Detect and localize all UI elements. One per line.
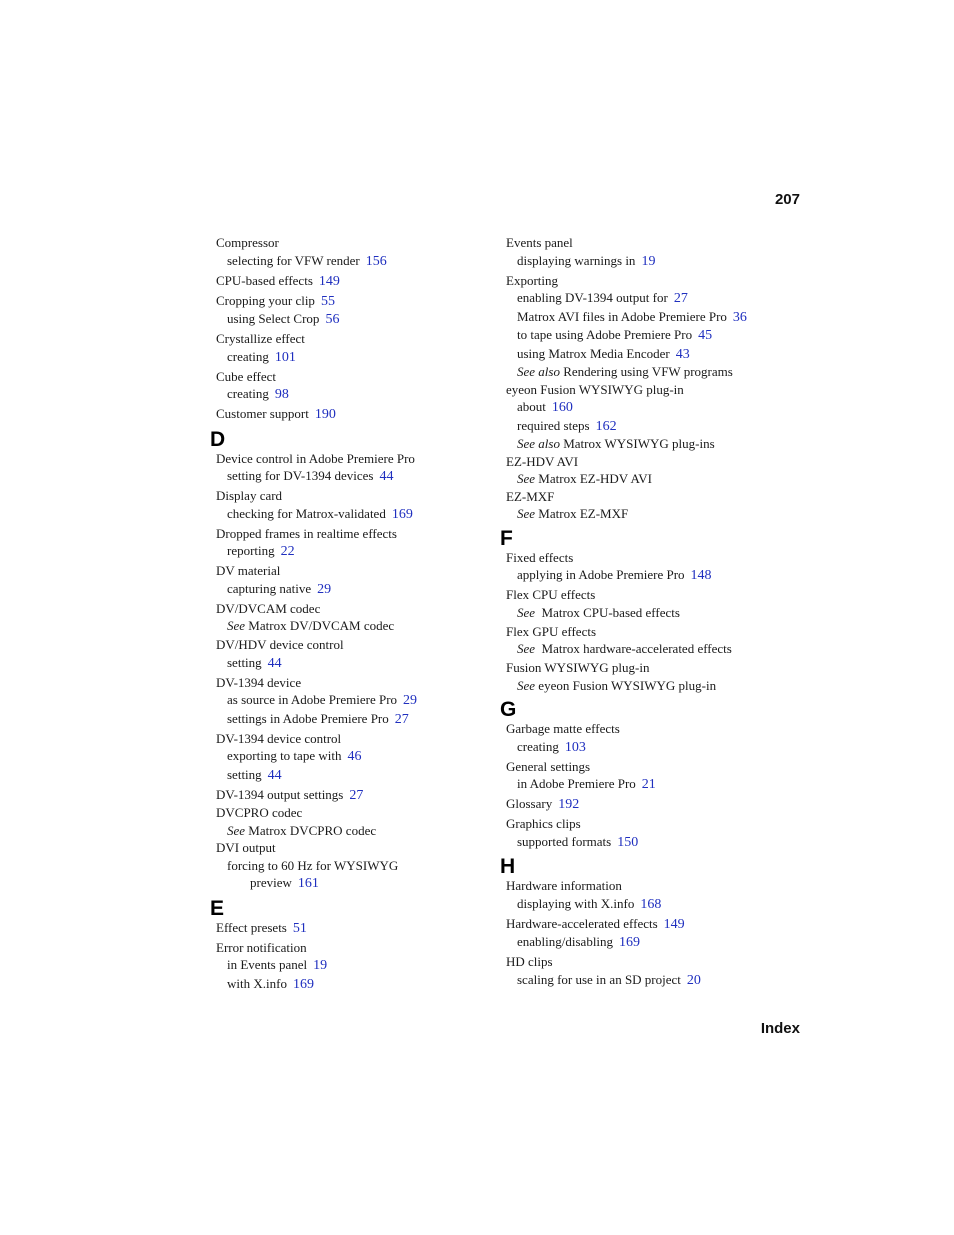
index-entry: EZ-MXF: [506, 488, 555, 504]
index-subentry: See Matrox EZ-HDV AVI: [517, 471, 652, 486]
index-entry: Display card: [216, 488, 283, 503]
page-link[interactable]: 162: [595, 418, 617, 434]
section-letter-f: F: [500, 526, 513, 550]
index-subentry: creating 103: [517, 738, 586, 755]
page-link[interactable]: 55: [320, 293, 335, 309]
index-subentry: selecting for VFW render 156: [227, 252, 387, 269]
page-link[interactable]: 150: [617, 834, 639, 850]
index-column-left: [210, 234, 490, 993]
page-link[interactable]: 44: [267, 655, 282, 671]
page-link[interactable]: 27: [394, 711, 409, 727]
index-subentry: applying in Adobe Premiere Pro 148: [517, 567, 712, 583]
index-subentry: See Matrox hardware-accelerated effects: [517, 641, 732, 656]
index-entry: Hardware information: [506, 878, 622, 893]
page-link[interactable]: 168: [640, 896, 662, 912]
page-link[interactable]: 27: [349, 787, 364, 803]
page-link[interactable]: 169: [391, 506, 413, 522]
index-subentry: forcing to 60 Hz for WYSIWYG: [227, 857, 399, 873]
page-link[interactable]: 44: [267, 767, 282, 783]
page-link[interactable]: 21: [641, 777, 656, 792]
index-entry: Glossary 192: [506, 796, 580, 812]
page-link[interactable]: 51: [292, 920, 307, 936]
index-subentry: with X.info 169: [227, 975, 314, 992]
index-subentry: required steps 162: [517, 417, 617, 434]
page-link[interactable]: 45: [698, 328, 713, 343]
index-subentry: See also Matrox WYSIWYG plug-ins: [517, 436, 715, 451]
index-entry: DV/HDV device control: [216, 637, 344, 652]
index-subentry: in Events panel 19: [227, 957, 328, 973]
index-entry: DV material: [216, 563, 281, 578]
index-entry: DV/DVCAM codec: [216, 600, 321, 616]
section-letter-e: E: [210, 896, 225, 920]
index-subentry: displaying warnings in 19: [517, 252, 656, 269]
index-entry: Cropping your clip 55: [216, 292, 335, 309]
index-subentry: See Matrox DVCPRO codec: [227, 822, 377, 838]
index-entry: eyeon Fusion WYSIWYG plug-in: [506, 381, 684, 397]
index-subentry: See also Rendering using VFW programs: [517, 364, 733, 379]
page-link[interactable]: 43: [675, 346, 690, 362]
page-link[interactable]: 156: [365, 253, 387, 269]
index-subentry: scaling for use in an SD project 20: [517, 971, 701, 988]
page-number: 207: [774, 191, 800, 208]
index-subentry: enabling/disabling 169: [517, 934, 641, 950]
page-link[interactable]: 19: [313, 958, 328, 973]
index-subentry: See Matrox CPU-based effects: [517, 604, 680, 620]
page-link[interactable]: 56: [325, 312, 340, 327]
index-subentry: See eyeon Fusion WYSIWYG plug-in: [517, 677, 717, 693]
index-subentry: creating 98: [227, 386, 289, 402]
index-subentry: capturing native 29: [227, 580, 332, 597]
index-subentry: setting 44: [227, 766, 282, 783]
index-subentry: creating 101: [227, 348, 296, 365]
page-link[interactable]: 149: [663, 916, 685, 932]
page-link[interactable]: 98: [274, 387, 289, 402]
footer-section-label: Index: [760, 1020, 800, 1037]
index-entry: DV-1394 device: [216, 674, 302, 690]
page-link[interactable]: 22: [280, 544, 295, 559]
index-entry: Fusion WYSIWYG plug-in: [506, 660, 650, 675]
index-subentry: preview 161: [250, 875, 319, 891]
index-subentry: setting for DV-1394 devices 44: [227, 468, 394, 484]
page-link[interactable]: 192: [558, 797, 580, 812]
index-entry: Graphics clips: [506, 816, 581, 831]
index-subentry: setting 44: [227, 654, 282, 671]
page-link[interactable]: 27: [673, 291, 688, 306]
page-link[interactable]: 169: [619, 935, 641, 950]
index-entry: Effect presets 51: [216, 919, 307, 936]
index-subentry: to tape using Adobe Premiere Pro 45: [517, 327, 713, 343]
page-link[interactable]: 190: [314, 407, 336, 422]
page-link[interactable]: 29: [403, 693, 418, 708]
index-entry: Exporting: [506, 272, 558, 288]
page-link[interactable]: 20: [686, 972, 701, 988]
index-subentry: reporting 22: [227, 543, 295, 559]
section-letter-d: D: [210, 427, 226, 451]
section-letter-h: H: [500, 855, 516, 878]
index-subentry: enabling DV-1394 output for 27: [517, 290, 688, 306]
index-entry: Events panel: [506, 235, 573, 250]
index-subentry: using Select Crop 56: [227, 311, 340, 327]
index-subentry: in Adobe Premiere Pro 21: [517, 776, 656, 792]
page-link[interactable]: 44: [379, 469, 394, 484]
page-link[interactable]: 29: [317, 581, 332, 597]
index-entry: DV-1394 output settings 27: [216, 786, 364, 803]
index-entry: DVCPRO codec: [216, 805, 303, 820]
index-subentry: settings in Adobe Premiere Pro 27: [227, 710, 409, 727]
index-entry: Cube effect: [216, 368, 277, 384]
index-entry: EZ-HDV AVI: [506, 453, 579, 469]
page-link[interactable]: 103: [564, 739, 586, 755]
index-subentry: as source in Adobe Premiere Pro 29: [227, 692, 418, 708]
page-link[interactable]: 149: [318, 273, 340, 289]
page-link[interactable]: 169: [292, 976, 314, 992]
index-entry: CPU-based effects 149: [216, 272, 340, 289]
index-entry: General settings: [506, 758, 591, 774]
page-link[interactable]: 19: [641, 253, 656, 269]
index-column-right: [500, 234, 780, 989]
index-subentry: See Matrox EZ-MXF: [517, 506, 629, 521]
index-entry: Crystallize effect: [216, 331, 305, 346]
index-entry: DV-1394 device control: [216, 730, 342, 746]
index-entry: Error notification: [216, 939, 307, 955]
index-subentry: displaying with X.info 168: [517, 895, 662, 912]
index-entry: Hardware-accelerated effects 149: [506, 915, 685, 932]
page-link[interactable]: 36: [732, 309, 747, 325]
index-subentry: supported formats 150: [517, 833, 639, 850]
section-letter-g: G: [500, 698, 517, 721]
index-entry: DVI output: [216, 840, 276, 855]
index-entry: Compressor: [216, 235, 279, 250]
index-entry: Flex GPU effects: [506, 623, 597, 639]
index-entry: Customer support 190: [216, 406, 336, 422]
page-link[interactable]: 101: [274, 349, 296, 365]
index-subentry: exporting to tape with 46: [227, 748, 362, 764]
index-entry: Device control in Adobe Premiere Pro: [216, 450, 415, 466]
index-entry: Dropped frames in realtime effects: [216, 525, 397, 541]
index-entry: Garbage matte effects: [506, 721, 620, 736]
index-entry: HD clips: [506, 954, 553, 969]
page-link[interactable]: 46: [347, 749, 362, 764]
page-link[interactable]: 160: [551, 400, 573, 415]
index-subentry: See Matrox DV/DVCAM codec: [227, 618, 395, 633]
index-subentry: checking for Matrox-validated 169: [227, 505, 413, 522]
index-entry: Fixed effects: [506, 549, 574, 565]
page-link[interactable]: 161: [297, 876, 319, 891]
page-link[interactable]: 148: [690, 568, 712, 583]
index-subentry: about 160: [517, 399, 573, 415]
index-subentry: using Matrox Media Encoder 43: [517, 345, 690, 362]
index-subentry: Matrox AVI files in Adobe Premiere Pro 36: [517, 308, 747, 325]
index-entry: Flex CPU effects: [506, 587, 596, 602]
